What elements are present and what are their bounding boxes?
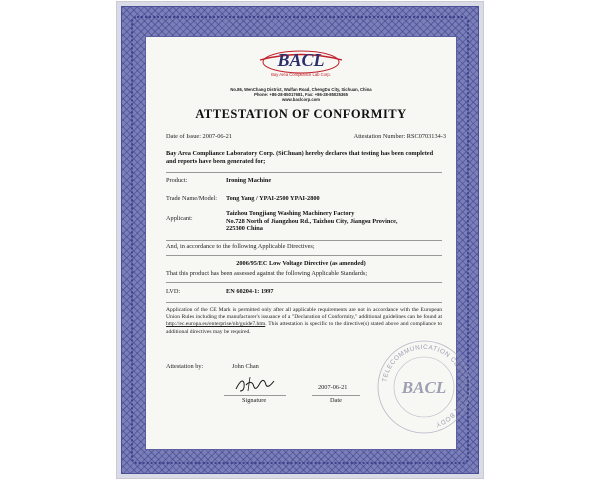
signer-name: John Chan <box>232 363 259 370</box>
lvd-label: LVD: <box>166 288 181 295</box>
standards-intro: That this product has been assessed against the following Applicable Standards; <box>166 270 368 277</box>
certificate <box>117 2 483 478</box>
trade-name-value: Tong Yang / YPAI-2500 YPAI-2800 <box>226 195 320 202</box>
divider <box>166 282 442 283</box>
issue-date: Date of Issue: 2007-06-21 <box>166 133 232 140</box>
issue-meta <box>166 133 446 140</box>
signature-date: 2007-06-21 <box>318 384 348 391</box>
divider <box>166 302 442 303</box>
signature-caption: Signature <box>242 397 267 404</box>
declaration-text: Bay Area Compliance Laboratory Corp. (SiChuan) hereby declares that testing has been completed and reports have been generated for; <box>166 150 434 165</box>
notice-part-1: Application of the CE Mark is permitted only after all applicable requirements are not in accordance with the European Union Rules including the manufacturer's issuance of a "Declaration of Conformity," additional guidelines can be found at <box>166 307 442 321</box>
applicant-value <box>226 210 398 233</box>
applicant-row <box>166 210 446 240</box>
trade-name-label: Trade Name/Model: <box>166 195 218 202</box>
stamp-ring-text: TELECOMMUNICATION CERTIFICATION BODY <box>381 343 468 429</box>
notice-part-2: . This attestation is specific to the directive(s) stated above and compliance to additional directives may be required. <box>166 321 442 335</box>
lvd-value: EN 60204-1: 1997 <box>226 288 274 295</box>
handwritten-signature <box>230 373 290 395</box>
address-line-1: No.86, WenChang District, Wulfan Road, ChengDu City, Sichuan, China <box>230 87 372 92</box>
address-line-2: Phone: +86-28-85017681, Fax: +86-28-85025365 <box>254 92 348 98</box>
applicant-label: Applicant: <box>166 215 193 222</box>
directive-value: 2006/95/EC Low Voltage Directive (as amended) <box>236 260 366 267</box>
lab-address <box>156 87 446 103</box>
applicant-line-1: Taizhou Tongjiang Washing Machinery Factory <box>226 210 355 217</box>
divider <box>166 255 442 256</box>
attestation-by-label: Attestation by: <box>166 363 204 370</box>
divider <box>166 240 442 241</box>
date-line <box>312 395 360 396</box>
guidelines-link[interactable]: http://ec.europa.eu/enterprise/nb/guide7.htm <box>166 321 266 328</box>
divider <box>166 172 442 173</box>
directives-intro: And, in accordance to the following Applicable Directives; <box>166 243 315 250</box>
signature-line <box>224 395 286 396</box>
logo-tagline: Bay Area Compliance Lab Corp. <box>271 72 331 77</box>
ce-mark-notice <box>166 307 442 336</box>
stamp-brand: BACL <box>401 378 447 397</box>
bacl-logo <box>146 45 456 79</box>
applicant-line-2: No.728 North of Jiangzhou Rd., Taizhou City, Jiangsu Province, <box>226 217 398 225</box>
date-caption: Date <box>330 397 342 404</box>
certificate-body <box>145 36 468 450</box>
address-line-3: www.baclcorp.com <box>281 97 320 103</box>
logo-brand: BACL <box>277 50 325 70</box>
product-label: Product: <box>166 177 188 184</box>
product-value: Ironing Machine <box>226 177 272 184</box>
attestation-number: Attestation Number: RSC0703134-3 <box>353 133 446 140</box>
applicant-line-3: 225300 China <box>226 225 263 233</box>
certification-stamp <box>374 337 474 437</box>
document-title: ATTESTATION OF CONFORMITY <box>195 107 407 121</box>
